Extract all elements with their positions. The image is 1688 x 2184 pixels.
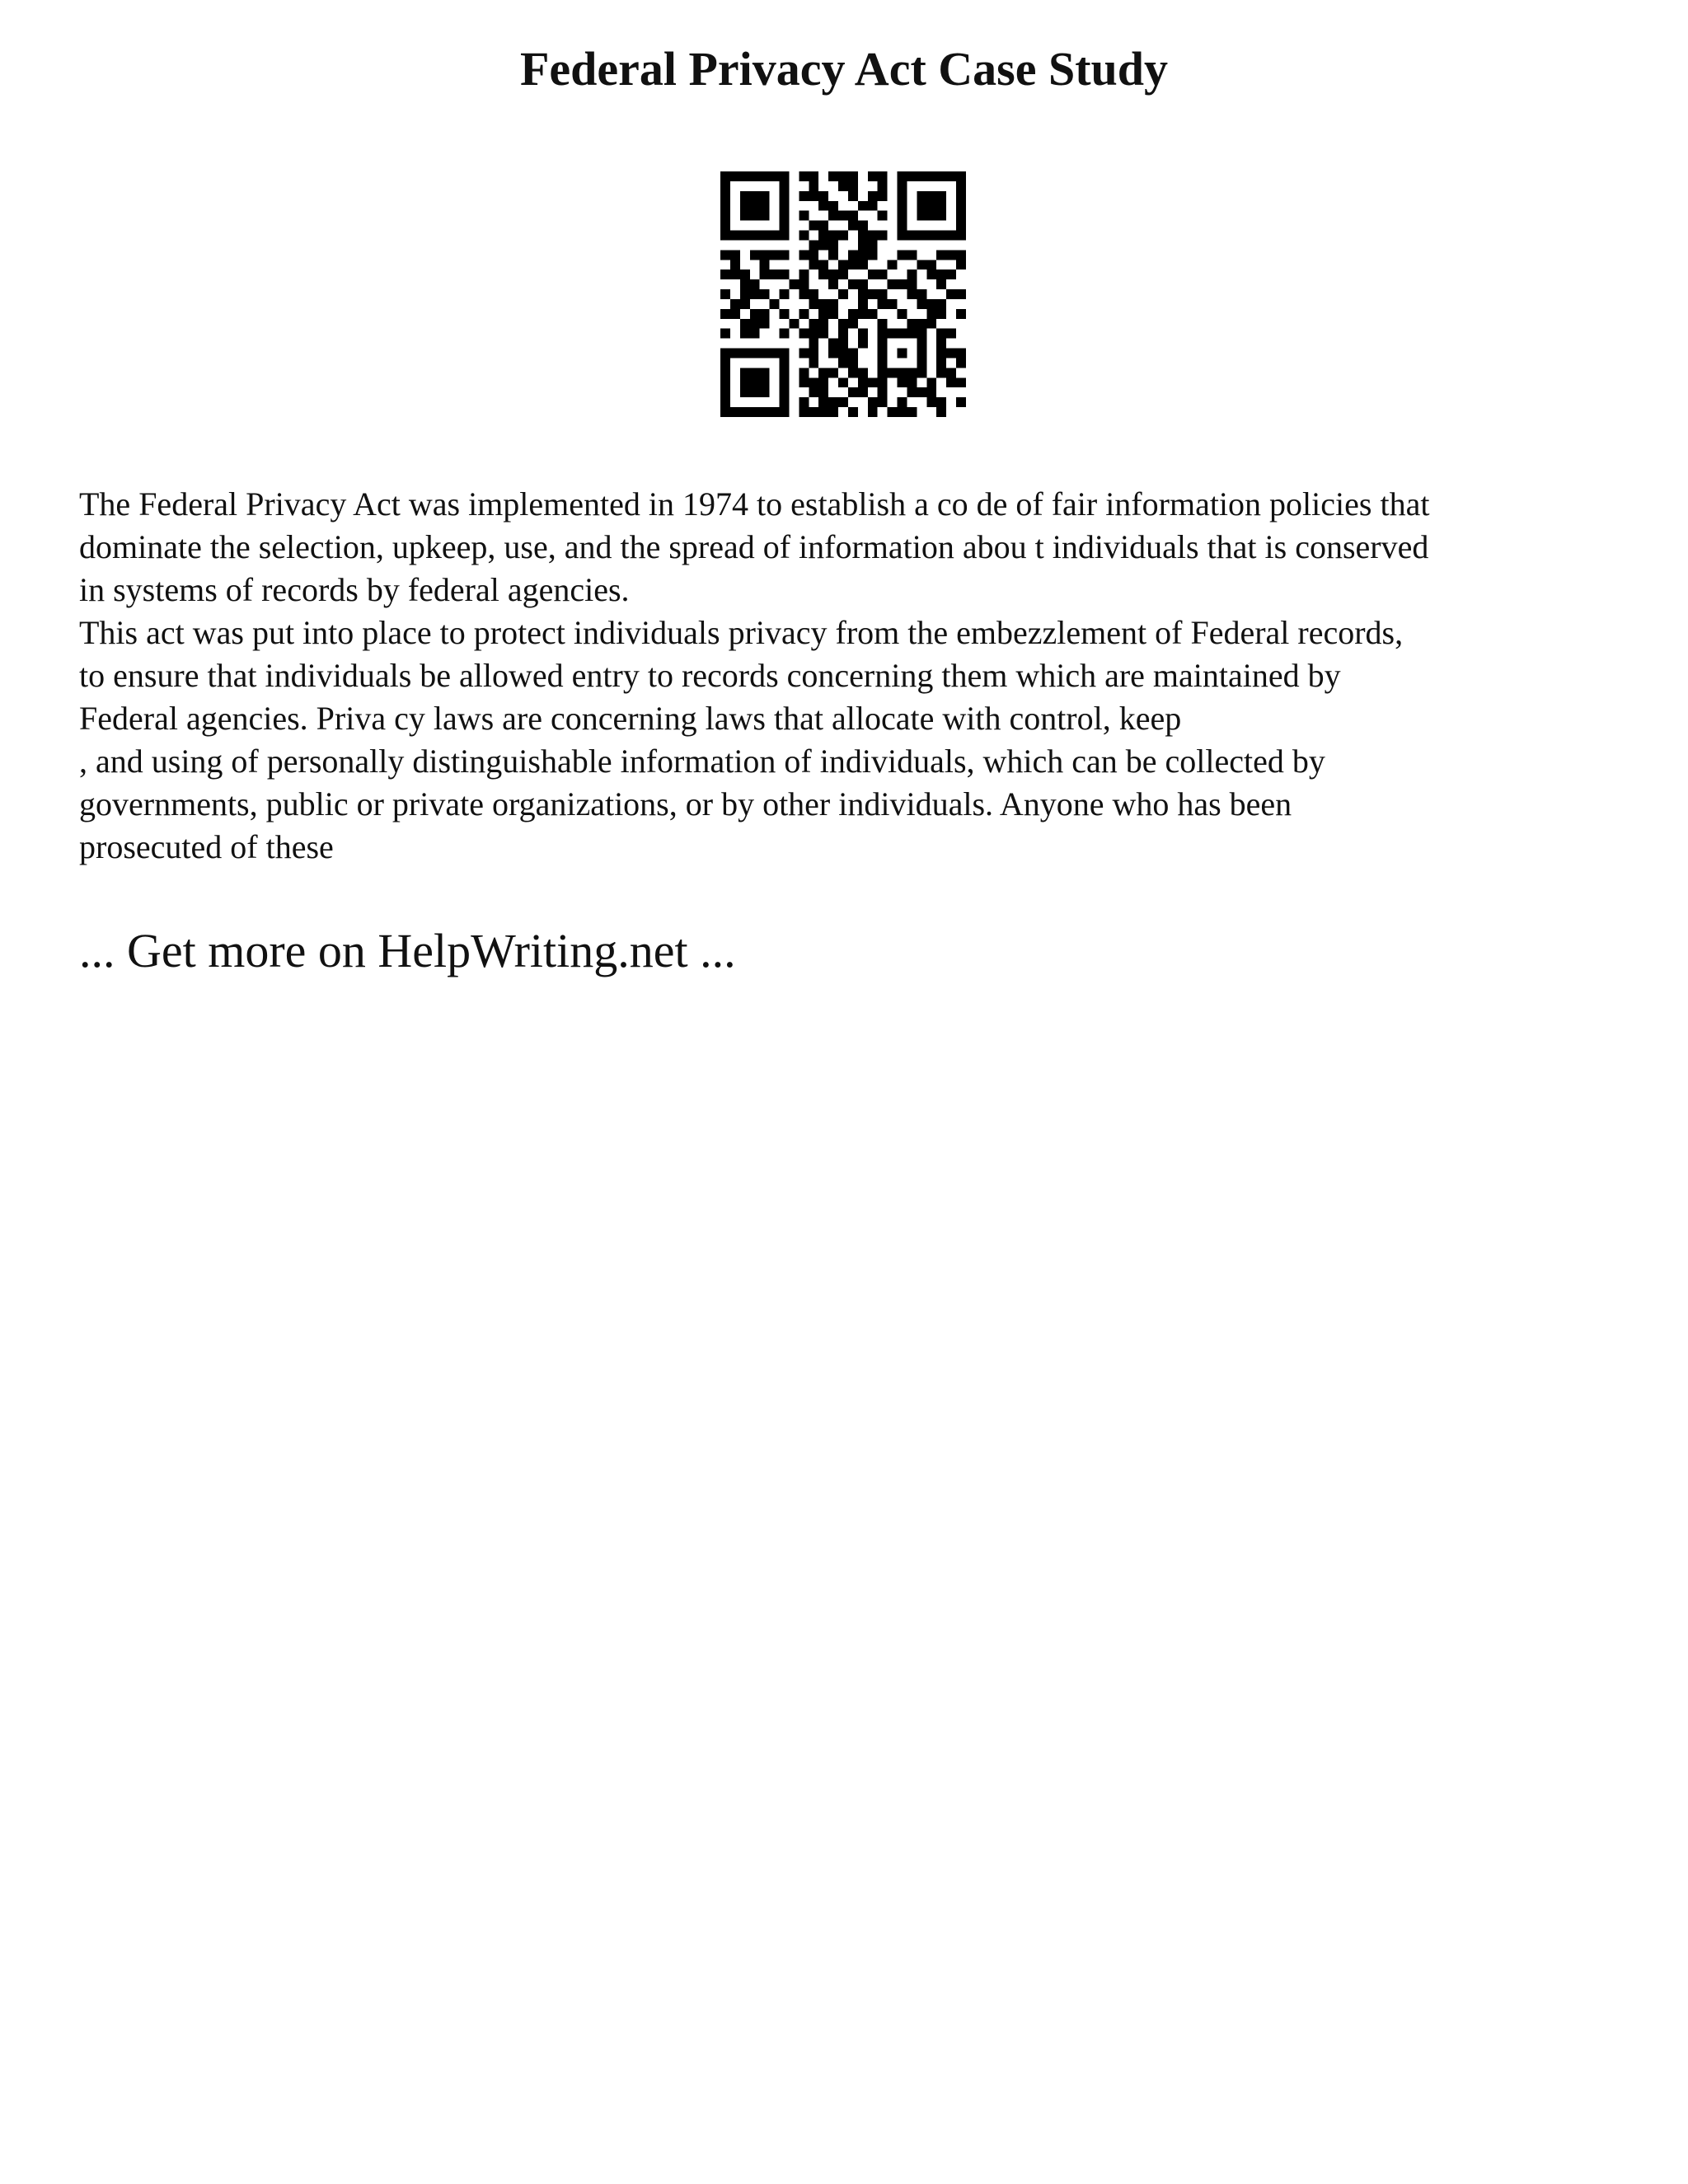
page-title: Federal Privacy Act Case Study [519,42,1169,96]
get-more-link[interactable]: ... Get more on HelpWriting.net ... [79,924,736,977]
paragraph-line: governments, public or private organizations, or by other individuals. Anyone who has been [79,785,1292,823]
article-body [79,483,1620,869]
paragraph-line: prosecuted of these [79,828,334,865]
paragraph-line: dominate the selection, upkeep, use, and the spread of information abou t individuals that is conserved [79,528,1429,565]
paragraph-line: to ensure that individuals be allowed entry to records concerning them which are maintained by [79,657,1341,694]
paragraph-line: Federal agencies. Priva cy laws are concerning laws that allocate with control, keep [79,700,1182,737]
paragraph-line: The Federal Privacy Act was implemented in 1974 to establish a co de of fair information policies that [79,485,1430,523]
paragraph-line: , and using of personally distinguishable information of individuals, which can be collected by [79,743,1325,780]
qr-code-icon [720,171,966,417]
paragraph-1 [79,483,1620,612]
paragraph-line: in systems of records by federal agencies. [79,571,630,608]
paragraph-2 [79,612,1620,869]
paragraph-line: This act was put into place to protect individuals privacy from the embezzlement of Federal records, [79,614,1404,651]
